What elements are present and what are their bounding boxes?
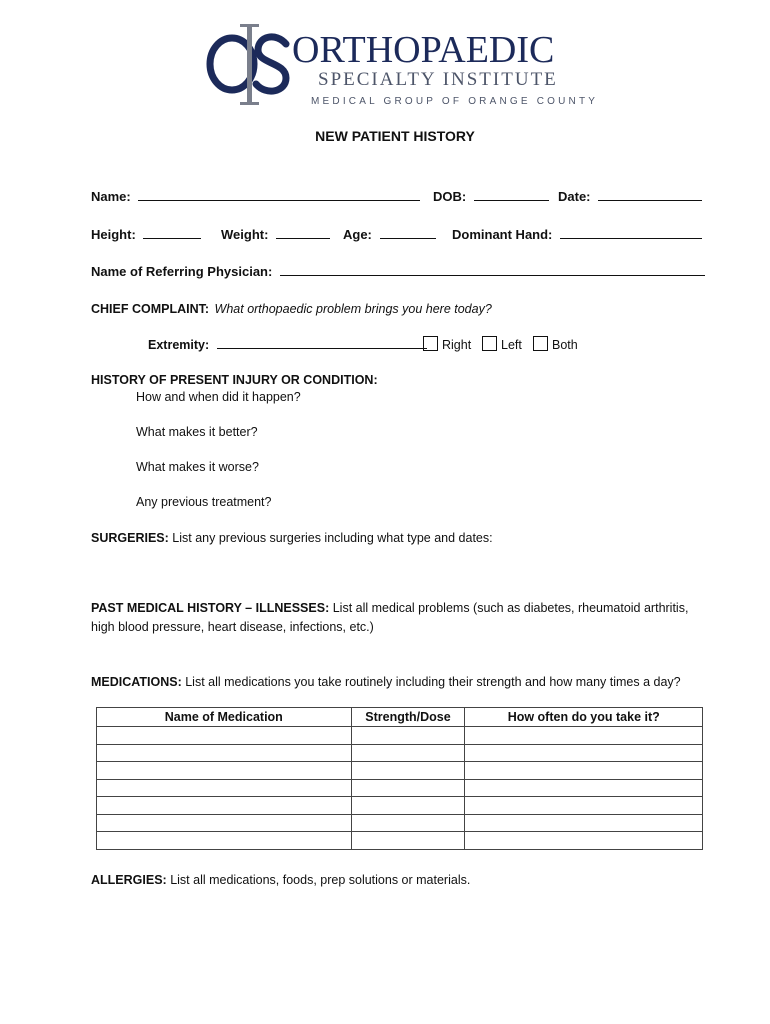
height-label: Height: (91, 227, 136, 242)
referring-physician-label: Name of Referring Physician: (91, 264, 273, 279)
dominant-hand-label: Dominant Hand: (452, 227, 553, 242)
table-row (97, 744, 703, 762)
hpi-label: HISTORY OF PRESENT INJURY OR CONDITION: (91, 373, 378, 387)
table-cell[interactable] (465, 762, 703, 780)
col-header-frequency: How often do you take it? (465, 708, 703, 727)
table-cell[interactable] (351, 762, 465, 780)
option-right-label: Right (442, 338, 472, 352)
referring-physician-row (91, 264, 705, 279)
table-row (97, 762, 703, 780)
dob-field[interactable] (474, 189, 549, 201)
weight-field[interactable] (276, 227, 330, 239)
table-cell[interactable] (351, 779, 465, 797)
table-row (97, 779, 703, 797)
hpi-question: What makes it better? (136, 425, 258, 439)
chief-complaint-prompt: What orthopaedic problem brings you here today? (214, 302, 492, 316)
pmh-text-line1: List all medical problems (such as diabetes, rheumatoid arthritis, (332, 601, 689, 615)
name-field[interactable] (138, 189, 420, 201)
osi-monogram-icon (206, 22, 292, 108)
medications-row (91, 675, 681, 689)
dob-field-row (433, 189, 549, 204)
date-label: Date: (558, 189, 591, 204)
extremity-field[interactable] (217, 337, 427, 349)
logo-name-line3: MEDICAL GROUP OF ORANGE COUNTY (311, 96, 599, 107)
option-both[interactable] (533, 336, 578, 352)
surgeries-label: SURGERIES: (91, 531, 169, 545)
extremity-row (148, 337, 427, 352)
table-row (97, 814, 703, 832)
col-header-medication: Name of Medication (97, 708, 352, 727)
age-field-row (343, 227, 436, 242)
logo-name-line1: ORTHOPAEDIC (292, 29, 555, 71)
table-cell[interactable] (351, 814, 465, 832)
right-checkbox[interactable] (423, 336, 438, 351)
weight-label: Weight: (221, 227, 269, 242)
medications-text: List all medications you take routinely including their strength and how many times a day? (185, 675, 681, 689)
dob-label: DOB: (433, 189, 467, 204)
age-label: Age: (343, 227, 372, 242)
table-cell[interactable] (465, 779, 703, 797)
height-field-row (91, 227, 201, 242)
table-cell[interactable] (351, 832, 465, 850)
dominant-hand-field[interactable] (560, 227, 702, 239)
chief-complaint-row (91, 302, 492, 316)
table-header-row (97, 708, 703, 727)
pmh-text-line2: high blood pressure, heart disease, infections, etc.) (91, 620, 374, 634)
table-cell[interactable] (465, 832, 703, 850)
surgeries-text: List any previous surgeries including what type and dates: (172, 531, 493, 545)
table-cell[interactable] (465, 727, 703, 745)
option-left-label: Left (501, 338, 522, 352)
table-cell[interactable] (351, 744, 465, 762)
table-cell[interactable] (351, 797, 465, 815)
table-cell[interactable] (97, 727, 352, 745)
table-row (97, 727, 703, 745)
option-right[interactable] (423, 336, 471, 352)
logo (206, 22, 599, 112)
chief-complaint-label: CHIEF COMPLAINT: (91, 302, 210, 316)
allergies-label: ALLERGIES: (91, 873, 167, 887)
logo-name-line2: SPECIALTY INSTITUTE (318, 69, 558, 90)
weight-field-row (221, 227, 330, 242)
table-row (97, 797, 703, 815)
table-cell[interactable] (97, 744, 352, 762)
extremity-label: Extremity: (148, 338, 210, 352)
pmh-label: PAST MEDICAL HISTORY – ILLNESSES: (91, 601, 330, 615)
hpi-question: How and when did it happen? (136, 390, 301, 404)
table-row (97, 832, 703, 850)
medications-label: MEDICATIONS: (91, 675, 182, 689)
col-header-strength: Strength/Dose (351, 708, 465, 727)
pmh-row (91, 601, 688, 615)
age-field[interactable] (380, 227, 436, 239)
date-field-row (558, 189, 702, 204)
name-field-row (91, 189, 420, 204)
table-cell[interactable] (465, 744, 703, 762)
table-cell[interactable] (97, 814, 352, 832)
allergies-row (91, 873, 470, 887)
height-field[interactable] (143, 227, 201, 239)
name-label: Name: (91, 189, 131, 204)
table-cell[interactable] (465, 797, 703, 815)
table-cell[interactable] (465, 814, 703, 832)
surgeries-row (91, 531, 493, 545)
table-cell[interactable] (351, 727, 465, 745)
allergies-text: List all medications, foods, prep solutions or materials. (170, 873, 471, 887)
table-cell[interactable] (97, 762, 352, 780)
option-both-label: Both (552, 338, 578, 352)
medications-table (96, 707, 703, 850)
left-checkbox[interactable] (482, 336, 497, 351)
hpi-question: Any previous treatment? (136, 495, 272, 509)
form-title: NEW PATIENT HISTORY (315, 128, 475, 144)
option-left[interactable] (482, 336, 522, 352)
table-cell[interactable] (97, 832, 352, 850)
referring-physician-field[interactable] (280, 264, 705, 276)
hpi-question: What makes it worse? (136, 460, 259, 474)
dominant-hand-field-row (452, 227, 702, 242)
table-cell[interactable] (97, 797, 352, 815)
date-field[interactable] (598, 189, 702, 201)
table-cell[interactable] (97, 779, 352, 797)
both-checkbox[interactable] (533, 336, 548, 351)
